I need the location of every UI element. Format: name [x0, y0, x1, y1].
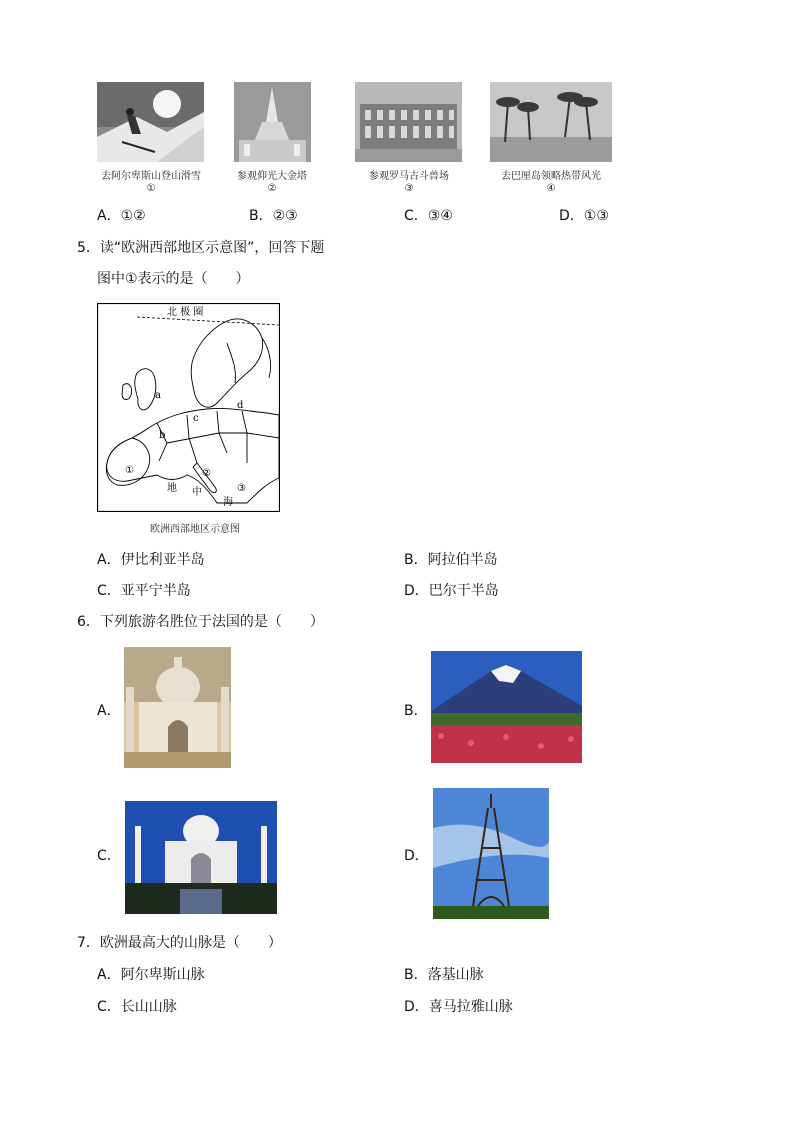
caption-1: 去阿尔卑斯山登山滑雪 ①	[101, 171, 201, 194]
q6-option-a-label[interactable]: A．	[97, 703, 121, 719]
map-label-b: b	[159, 430, 166, 441]
photo-taj-mahal-a[interactable]	[124, 647, 231, 768]
map-label-3: ③	[237, 483, 246, 494]
q5-stem: 5．读“欧洲西部地区示意图”，回答下题	[77, 240, 325, 256]
q5-subquestion: 图中①表示的是（ ）	[97, 271, 250, 287]
q7-option-d[interactable]: D．喜马拉雅山脉	[404, 999, 513, 1015]
photo-bali-tropical	[490, 82, 612, 162]
q7-stem: 7．欧洲最高大的山脉是（ ）	[77, 935, 282, 951]
map-label-a: a	[155, 390, 161, 401]
q4-option-b[interactable]: B．②③	[249, 208, 298, 224]
q6-stem: 6．下列旅游名胜位于法国的是（ ）	[77, 614, 324, 630]
q4-option-a[interactable]: A．①②	[97, 208, 146, 224]
photo-mount-fuji-b[interactable]	[431, 651, 582, 763]
map-label-c: c	[193, 413, 199, 424]
q5-option-b[interactable]: B．阿拉伯半岛	[404, 552, 498, 568]
map-caption: 欧洲西部地区示意图	[150, 524, 240, 535]
map-label-hai: 海	[223, 497, 233, 508]
q6-option-b-label[interactable]: B．	[404, 703, 428, 719]
q6-option-d-label[interactable]: D．	[404, 848, 429, 864]
q4-option-c[interactable]: C．③④	[404, 208, 453, 224]
map-label-d: d	[237, 400, 244, 411]
photo-colosseum	[355, 82, 462, 162]
q5-option-a[interactable]: A．伊比利亚半岛	[97, 552, 205, 568]
photo-shwedagon-pagoda	[234, 82, 311, 162]
map-label-di: 地	[167, 483, 177, 494]
caption-3: 参观罗马古斗兽场 ③	[369, 171, 449, 194]
q7-option-a[interactable]: A．阿尔卑斯山脉	[97, 967, 205, 983]
q5-option-c[interactable]: C．亚平宁半岛	[97, 583, 191, 599]
map-label-zhong: 中	[192, 487, 202, 498]
photo-eiffel-tower-d[interactable]	[433, 788, 549, 919]
q6-option-c-label[interactable]: C．	[97, 848, 121, 864]
europe-map	[97, 303, 280, 512]
photo-alps-skiing	[97, 82, 204, 162]
map-label-arctic: 北 极 圈	[167, 307, 204, 318]
q4-option-d[interactable]: D．①③	[559, 208, 609, 224]
caption-4: 去巴厘岛领略热带风光 ④	[501, 171, 601, 194]
photo-taj-mahal-c[interactable]	[125, 801, 277, 914]
map-label-2: ②	[202, 468, 211, 479]
map-label-1: ①	[125, 465, 134, 476]
q7-option-b[interactable]: B．落基山脉	[404, 967, 484, 983]
q5-option-d[interactable]: D．巴尔干半岛	[404, 583, 499, 599]
caption-2: 参观仰光大金塔 ②	[237, 171, 307, 194]
q7-option-c[interactable]: C．长山山脉	[97, 999, 177, 1015]
